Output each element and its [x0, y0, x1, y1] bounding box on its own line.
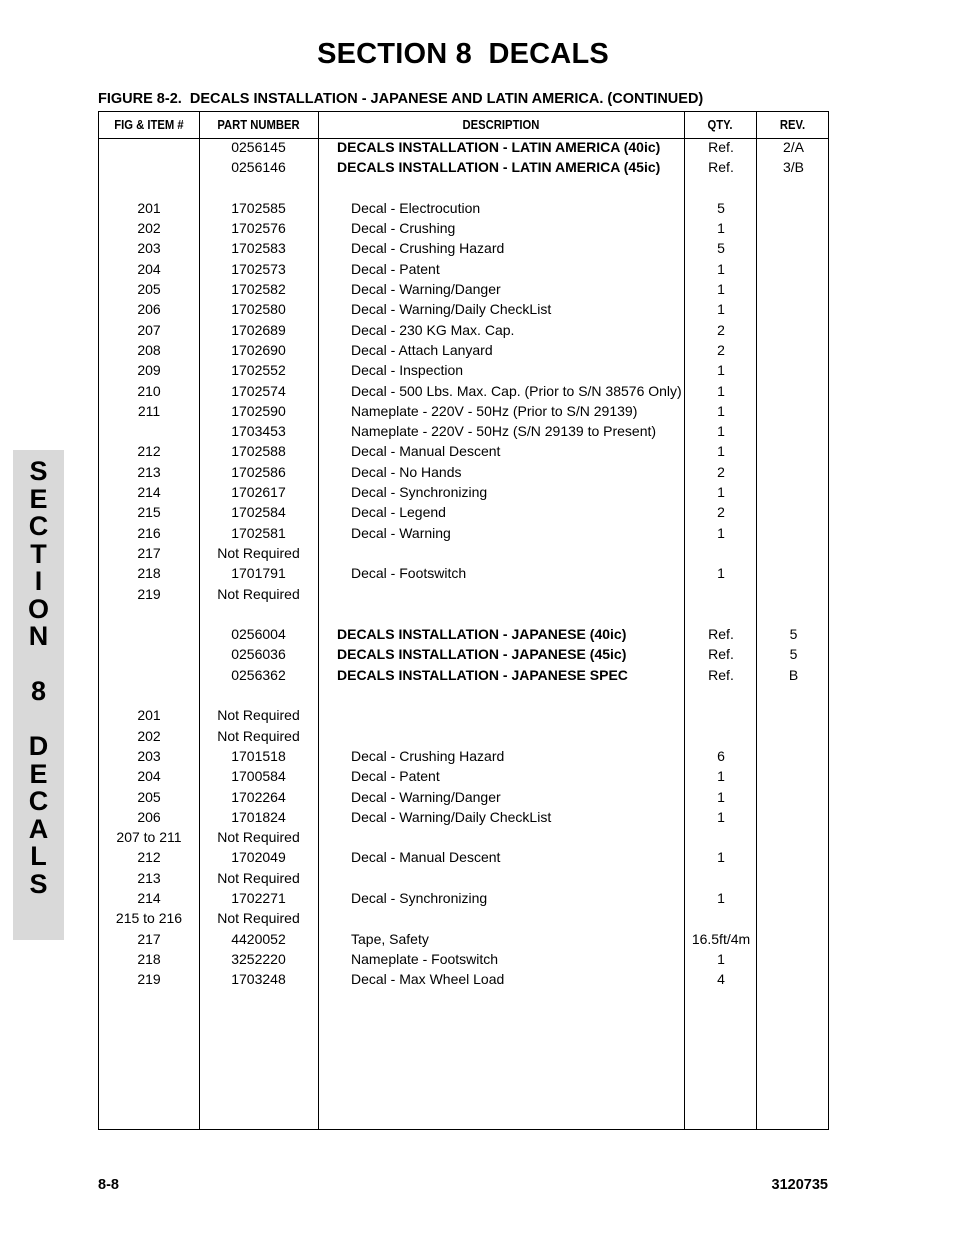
cell-part-number: 0256004 [231, 626, 286, 643]
table-row [99, 766, 830, 786]
table-row [99, 888, 830, 908]
table-row [99, 198, 830, 218]
cell-part-number: 0256146 [231, 159, 286, 176]
cell-qty: 16.5ft/4m [691, 930, 751, 947]
cell-fig-item: 213 [137, 869, 161, 886]
cell-part-number: 1703248 [231, 971, 286, 988]
cell-description: Decal - Attach Lanyard [351, 341, 493, 358]
side-tab-letter: C [28, 786, 49, 816]
cell-qty: 4 [717, 971, 725, 988]
cell-description: Decal - Patent [351, 260, 440, 277]
cell-description: Nameplate - 220V - 50Hz (S/N 29139 to Present) [351, 423, 657, 440]
side-tab-letters [13, 458, 64, 898]
cell-fig-item: 212 [137, 443, 161, 460]
cell-qty: 1 [717, 362, 725, 379]
cell-qty: 1 [717, 382, 725, 399]
table-row [99, 949, 830, 969]
cell-part-number: 1701824 [231, 808, 286, 825]
table-row [99, 218, 830, 238]
cell-description: Decal - Footswitch [351, 565, 467, 582]
cell-part-number: Not Required [217, 727, 300, 744]
cell-part-number: 1702689 [231, 321, 286, 338]
cell-qty: 6 [717, 747, 725, 764]
cell-qty: 1 [717, 484, 725, 501]
table-row [99, 665, 830, 685]
cell-fig-item: 207 to 211 [116, 829, 182, 846]
cell-description: Decal - Synchronizing [351, 889, 488, 906]
table-row [99, 929, 830, 949]
cell-part-number: 1702271 [231, 889, 286, 906]
cell-part-number: 0256145 [231, 139, 286, 155]
cell-part-number: 1702590 [231, 402, 286, 419]
table-row [99, 360, 830, 380]
cell-fig-item: 207 [137, 321, 161, 338]
cell-fig-item: 219 [137, 971, 161, 988]
cell-description: DECALS INSTALLATION - LATIN AMERICA (40ic) [337, 139, 661, 155]
cell-description: Decal - 230 KG Max. Cap. [351, 321, 515, 338]
cell-fig-item: 203 [137, 747, 161, 764]
table-row [99, 584, 830, 604]
figure-title: FIGURE 8-2. DECALS INSTALLATION - JAPANESE AND LATIN AMERICA. (CONTINUED) [98, 91, 704, 107]
cell-description: Nameplate - Footswitch [351, 950, 499, 967]
cell-description: Decal - No Hands [351, 463, 462, 480]
cell-qty: Ref. [708, 646, 734, 663]
cell-part-number: 1702690 [231, 341, 286, 358]
table-row [99, 421, 830, 441]
table-row [99, 299, 830, 319]
cell-part-number: 1702583 [231, 240, 286, 257]
cell-part-number: Not Required [217, 829, 300, 846]
cell-fig-item: 202 [137, 220, 161, 237]
cell-qty: 1 [717, 808, 725, 825]
table-row [99, 157, 830, 177]
cell-part-number: Not Required [217, 707, 300, 724]
header-rev: REV. [779, 118, 806, 132]
cell-qty: 1 [717, 524, 725, 541]
cell-description: Decal - Warning/Daily CheckList [351, 301, 552, 318]
cell-description: Tape, Safety [351, 930, 429, 947]
table-row [99, 340, 830, 360]
table-row [99, 502, 830, 522]
cell-qty: Ref. [708, 626, 734, 643]
cell-description: Decal - Electrocution [351, 199, 481, 216]
cell-qty: 1 [717, 443, 725, 460]
table-body [99, 137, 830, 989]
cell-qty: 1 [717, 849, 725, 866]
table-row [99, 644, 830, 664]
cell-part-number: 1702264 [231, 788, 286, 805]
document-number: 3120735 [771, 1177, 828, 1193]
cell-fig-item: 208 [137, 341, 161, 358]
side-tab-letter: O [27, 593, 49, 624]
table-row [99, 705, 830, 725]
cell-qty: 1 [717, 889, 725, 906]
table-row [99, 137, 830, 157]
cell-fig-item: 201 [137, 199, 161, 216]
table-row [99, 868, 830, 888]
cell-description: Decal - Crushing Hazard [351, 240, 505, 257]
table-row [99, 320, 830, 340]
cell-part-number: 1702584 [231, 504, 286, 521]
side-tab-letter: S [29, 456, 48, 486]
cell-qty: Ref. [708, 139, 734, 155]
table-row [99, 807, 830, 827]
cell-fig-item: 204 [137, 768, 161, 785]
cell-qty: 2 [717, 341, 725, 358]
side-tab-letter: E [29, 483, 48, 514]
side-tab-letter: E [29, 758, 48, 789]
cell-fig-item: 201 [137, 707, 161, 724]
spacer-row [99, 685, 830, 705]
cell-description: DECALS INSTALLATION - JAPANESE SPEC [337, 666, 628, 683]
cell-description: Decal - Warning/Daily CheckList [351, 808, 552, 825]
cell-fig-item: 218 [137, 950, 161, 967]
cell-qty: Ref. [708, 159, 734, 176]
side-tab-letter: T [30, 538, 47, 569]
cell-qty: 5 [717, 240, 725, 257]
cell-qty: 1 [717, 402, 725, 419]
cell-description: Decal - Crushing [351, 220, 456, 237]
header-fig-item: FIG & ITEM # [114, 118, 184, 132]
side-tab-gap [13, 651, 64, 679]
table-row [99, 462, 830, 482]
table-row [99, 259, 830, 279]
side-tab-letter: C [28, 511, 49, 541]
cell-fig-item: 211 [137, 402, 161, 419]
cell-part-number: 1702585 [231, 199, 286, 216]
cell-description: Decal - 500 Lbs. Max. Cap. (Prior to S/N 38576 Only) [351, 382, 682, 399]
spacer-row [99, 604, 830, 624]
table-row [99, 279, 830, 299]
table-row [99, 381, 830, 401]
cell-qty: 1 [717, 281, 725, 298]
table-row [99, 482, 830, 502]
cell-fig-item: 212 [137, 849, 161, 866]
side-tab-letter: N [28, 621, 49, 651]
cell-fig-item: 209 [137, 362, 161, 379]
parts-table [98, 111, 829, 1130]
cell-part-number: 4420052 [231, 930, 286, 947]
cell-part-number: 1701791 [231, 565, 286, 582]
cell-part-number: Not Required [217, 544, 300, 561]
cell-rev: 5 [789, 626, 798, 643]
side-tab-gap [13, 706, 64, 734]
cell-description: DECALS INSTALLATION - JAPANESE (45ic) [337, 646, 627, 663]
section-title: SECTION 8 DECALS [317, 38, 609, 70]
cell-fig-item: 206 [137, 808, 161, 825]
cell-part-number: 1703453 [231, 423, 286, 440]
cell-part-number: 1702586 [231, 463, 286, 480]
side-tab-letter: S [29, 868, 48, 899]
cell-part-number: Not Required [217, 869, 300, 886]
cell-qty: Ref. [708, 666, 734, 683]
cell-description: Decal - Manual Descent [351, 849, 501, 866]
table-row [99, 787, 830, 807]
cell-rev: 2/A [782, 139, 804, 155]
cell-fig-item: 205 [137, 281, 161, 298]
cell-qty: 1 [717, 423, 725, 440]
cell-rev: B [788, 666, 799, 683]
table-row [99, 563, 830, 583]
cell-description: Decal - Max Wheel Load [351, 971, 505, 988]
cell-description: Decal - Legend [351, 504, 446, 521]
cell-qty: 2 [717, 463, 725, 480]
table-row [99, 238, 830, 258]
cell-fig-item: 215 to 216 [115, 910, 183, 927]
header-part-number: PART NUMBER [217, 118, 300, 132]
cell-fig-item: 205 [137, 788, 161, 805]
cell-fig-item: 215 [137, 504, 161, 521]
cell-description: Decal - Crushing Hazard [351, 747, 505, 764]
cell-fig-item: 202 [137, 727, 161, 744]
cell-qty: 2 [717, 504, 725, 521]
cell-fig-item: 214 [137, 484, 161, 501]
page-number: 8-8 [98, 1177, 119, 1193]
cell-description: Decal - Inspection [351, 362, 464, 379]
cell-fig-item: 210 [137, 382, 161, 399]
cell-qty: 1 [717, 788, 725, 805]
cell-fig-item: 217 [137, 930, 161, 947]
cell-part-number: 1702617 [231, 484, 286, 501]
cell-description: Decal - Warning [351, 524, 451, 541]
cell-description: DECALS INSTALLATION - LATIN AMERICA (45ic) [337, 159, 661, 176]
cell-fig-item: 213 [137, 463, 161, 480]
cell-part-number: 3252220 [231, 950, 286, 967]
side-tab-letter: L [30, 841, 47, 871]
cell-part-number: 1702049 [231, 849, 286, 866]
cell-qty: 1 [717, 950, 725, 967]
table-row [99, 726, 830, 746]
table-row [99, 847, 830, 867]
cell-part-number: 0256362 [231, 666, 286, 683]
cell-part-number: Not Required [217, 910, 300, 927]
cell-part-number: 1702582 [231, 281, 286, 298]
table-row [99, 746, 830, 766]
cell-fig-item: 214 [137, 889, 161, 906]
cell-part-number: 1702552 [231, 362, 286, 379]
side-tab-letter: A [28, 813, 49, 844]
cell-part-number: 1702573 [231, 260, 286, 277]
spacer-row [99, 178, 830, 198]
cell-part-number: 1702574 [231, 382, 286, 399]
cell-qty: 1 [717, 220, 725, 237]
cell-part-number: Not Required [217, 585, 300, 602]
table-row [99, 827, 830, 847]
cell-part-number: 0256036 [231, 646, 286, 663]
cell-part-number: 1702576 [231, 220, 286, 237]
header-qty: QTY. [707, 118, 733, 132]
cell-fig-item: 206 [137, 301, 161, 318]
cell-part-number: 1701518 [231, 747, 286, 764]
table-row [99, 908, 830, 928]
cell-qty: 5 [717, 199, 725, 216]
cell-qty: 1 [717, 260, 725, 277]
cell-qty: 1 [717, 768, 725, 785]
cell-description: Decal - Patent [351, 768, 440, 785]
table-row [99, 523, 830, 543]
table-row [99, 543, 830, 563]
cell-qty: 2 [717, 321, 725, 338]
section-side-tab [13, 450, 64, 940]
cell-part-number: 1702580 [231, 301, 286, 318]
cell-description: Nameplate - 220V - 50Hz (Prior to S/N 29139) [351, 402, 638, 419]
cell-description: Decal - Manual Descent [351, 443, 501, 460]
cell-fig-item: 203 [137, 240, 161, 257]
table-row [99, 441, 830, 461]
cell-part-number: 1702581 [231, 524, 286, 541]
cell-description: Decal - Synchronizing [351, 484, 488, 501]
cell-description: Decal - Warning/Danger [351, 788, 501, 805]
cell-part-number: 1702588 [231, 443, 286, 460]
side-tab-letter: I [34, 566, 43, 596]
cell-fig-item: 204 [137, 260, 161, 277]
cell-qty: 1 [717, 301, 725, 318]
cell-fig-item: 218 [137, 565, 161, 582]
cell-fig-item: 216 [137, 524, 161, 541]
cell-rev: 3/B [782, 159, 804, 176]
cell-qty: 1 [717, 565, 725, 582]
table-row [99, 624, 830, 644]
table-row [99, 969, 830, 989]
side-tab-letter: 8 [30, 676, 47, 706]
cell-description: Decal - Warning/Danger [351, 281, 501, 298]
cell-rev: 5 [789, 646, 798, 663]
side-tab-letter: D [28, 731, 49, 761]
cell-fig-item: 219 [137, 585, 161, 602]
cell-part-number: 1700584 [231, 768, 286, 785]
header-description: DESCRIPTION [462, 118, 540, 132]
table-row [99, 401, 830, 421]
cell-fig-item: 217 [137, 544, 161, 561]
cell-description: DECALS INSTALLATION - JAPANESE (40ic) [337, 626, 627, 643]
